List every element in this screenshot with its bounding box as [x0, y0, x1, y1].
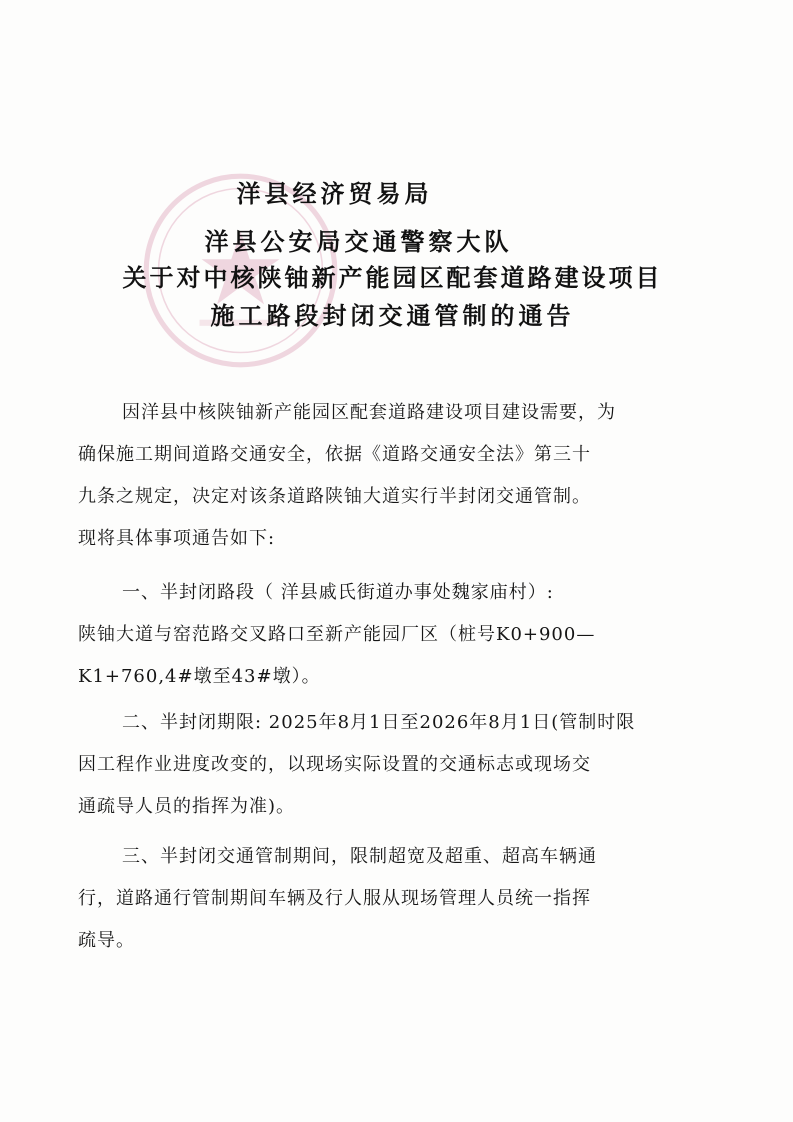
item-2-line-1: 二、半封闭期限: 2025年8月1日至2026年8月1日(管制时限: [122, 712, 636, 733]
title-line-3: 关于对中核陕铀新产能园区配套道路建设项目: [122, 264, 663, 292]
intro-line-2: 确保施工期间道路交通安全，依据《道路交通安全法》第三十: [78, 444, 591, 465]
item-2-line-2: 因工程作业进度改变的，以现场实际设置的交通标志或现场交: [78, 754, 591, 775]
item-1-line-3: K1+760,4#墩至43#墩）。: [78, 666, 321, 687]
item-3-line-2: 行，道路通行管制期间车辆及行人服从现场管理人员统一指挥: [78, 888, 591, 909]
item-1-paragraph: [78, 572, 698, 698]
item-3-paragraph: [78, 836, 698, 962]
item-3-line-3: 疏导。: [78, 930, 135, 951]
item-1-line-2: 陕铀大道与窑范路交叉路口至新产能园厂区（桩号K0+900—: [78, 624, 596, 645]
title-line-4: 施工路段封闭交通管制的通告: [210, 302, 575, 330]
title-line-1: 洋县经济贸易局: [236, 180, 433, 208]
item-2-paragraph: [78, 702, 698, 828]
intro-line-3: 九条之规定，决定对该条道路陕铀大道实行半封闭交通管制。: [78, 486, 591, 507]
intro-line-1: 因洋县中核陕铀新产能园区配套道路建设项目建设需要，为: [122, 402, 616, 423]
item-2-line-3: 通疏导人员的指挥为准)。: [78, 796, 296, 817]
title-line-2: 洋县公安局交通警察大队: [204, 228, 513, 256]
intro-line-4: 现将具体事项通告如下:: [78, 528, 276, 549]
item-3-line-1: 三、半封闭交通管制期间，限制超宽及超重、超高车辆通: [122, 846, 597, 867]
item-1-line-1: 一、半封闭路段（ 洋县戚氏街道办事处魏家庙村）:: [122, 582, 554, 603]
intro-paragraph: [78, 392, 698, 560]
